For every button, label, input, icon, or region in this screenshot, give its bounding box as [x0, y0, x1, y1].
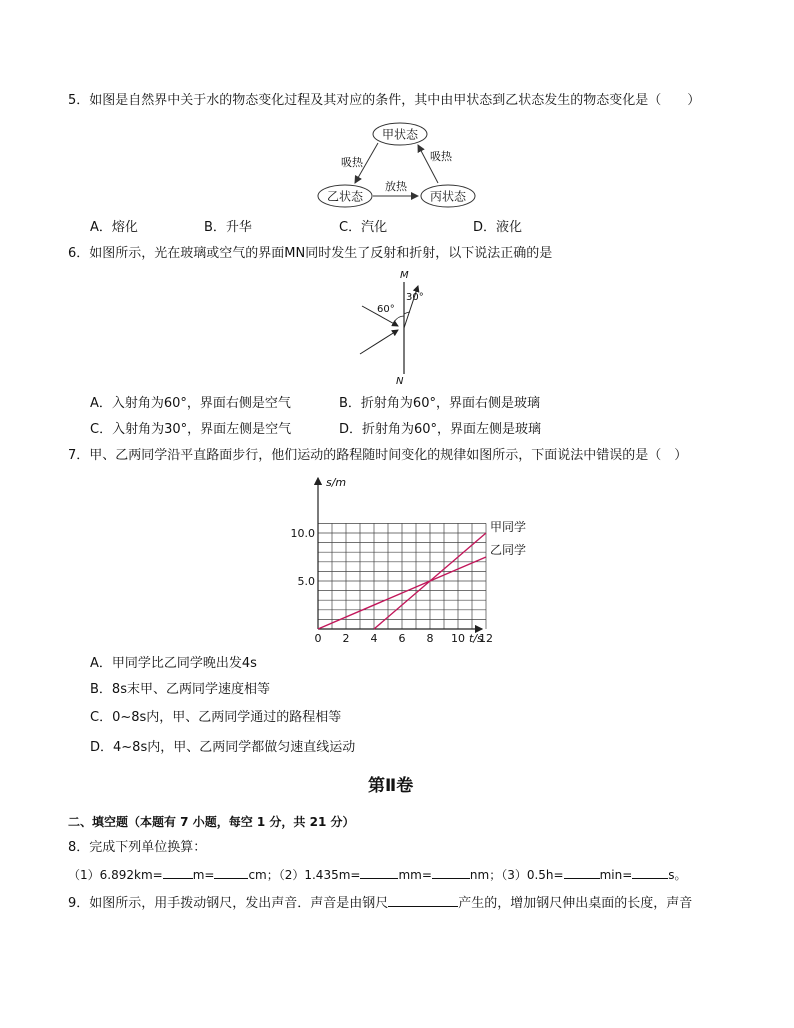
q8-title: 8．完成下列单位换算：	[68, 840, 207, 855]
x-tick-label: 10	[451, 632, 465, 645]
label-absorb-right: 吸热	[430, 150, 452, 163]
q6-option-d: D．折射角为60°，界面左侧是玻璃	[339, 422, 542, 437]
q8-blank-6[interactable]	[632, 866, 668, 879]
y-tick-label: 10.0	[290, 527, 315, 540]
q8-blank-4[interactable]	[432, 866, 470, 879]
q9-blank-1[interactable]	[388, 894, 458, 907]
x-tick-label: 8	[426, 632, 434, 645]
y-axis-label: s/m	[326, 476, 347, 489]
q6-question: 6．如图所示，光在玻璃或空气的界面MN同时发生了反射和折射，以下说法正确的是	[68, 246, 553, 261]
q8-part2-unit-mm: mm=	[398, 868, 432, 882]
x-tick-label: 0	[314, 632, 322, 645]
q8-part3-unit-s: s。	[668, 868, 687, 882]
q5-question: 5．如图是自然界中关于水的物态变化过程及其对应的条件，其中由甲状态到乙状态发生的物态变化是（ ）	[68, 93, 701, 108]
q6-option-a: A．入射角为60°，界面右侧是空气	[90, 396, 291, 411]
label-60: 60°	[377, 304, 395, 315]
distance-time-chart	[286, 472, 527, 650]
q7-option-c: C．0~8s内，甲、乙两同学通过的路程相等	[90, 710, 342, 725]
state-jia-label: 甲状态	[381, 127, 419, 142]
label-30: 30°	[406, 292, 424, 303]
q8-part1-unit-m: m=	[192, 868, 215, 882]
legend-label-jia: 甲同学	[490, 520, 527, 534]
q5-option-c: C．汽化	[339, 220, 388, 235]
q6-option-c: C．入射角为30°，界面左侧是空气	[90, 422, 292, 437]
volume-title: 第Ⅱ卷	[368, 776, 414, 796]
q7-option-d: D．4~8s内，甲、乙两同学都做匀速直线运动	[90, 740, 356, 755]
q6-option-b: B．折射角为60°，界面右侧是玻璃	[339, 396, 540, 411]
label-absorb-left: 吸热	[341, 156, 363, 169]
x-tick-label: 4	[370, 632, 378, 645]
refraction-diagram	[350, 266, 440, 390]
q5-option-b: B．升华	[204, 220, 252, 235]
y-tick-label: 5.0	[297, 575, 315, 588]
state-change-diagram	[310, 118, 490, 210]
q8-part3-label: nm；（3）0.5h=	[469, 868, 564, 882]
q8-blank-5[interactable]	[564, 866, 600, 879]
q9-line	[68, 894, 692, 912]
q5-option-a: A．熔化	[90, 220, 138, 235]
x-tick-label: 6	[398, 632, 406, 645]
q8-part3-unit-min: min=	[599, 868, 633, 882]
section-heading: 二、填空题（本题有 7 小题，每空 1 分，共 21 分）	[68, 815, 355, 829]
q7-option-a: A．甲同学比乙同学晚出发4s	[90, 656, 257, 671]
label-release-bottom: 放热	[385, 180, 407, 193]
q8-part1-label: （1）6.892km=	[68, 868, 163, 882]
q9-text-b: 产生的，增加钢尺伸出桌面的长度，声音	[458, 896, 693, 911]
ray-lower-left	[360, 330, 398, 354]
x-tick-label: 12	[479, 632, 493, 645]
q8-blank-2[interactable]	[214, 866, 248, 879]
q7-option-b: B．8s末甲、乙两同学速度相等	[90, 682, 270, 697]
q8-part2-label: cm；（2）1.435m=	[248, 868, 361, 882]
q8-line	[68, 866, 687, 883]
q8-blank-3[interactable]	[360, 866, 398, 879]
x-tick-label: 2	[342, 632, 350, 645]
q8-blank-1[interactable]	[163, 866, 193, 879]
label-m: M	[400, 270, 409, 281]
legend-label-yi: 乙同学	[490, 543, 527, 557]
label-n: N	[396, 376, 404, 387]
x-axis-label: t/s	[469, 632, 483, 645]
state-bing-label: 丙状态	[429, 189, 467, 204]
q9-text-a: 9．如图所示，用手拨动钢尺，发出声音．声音是由钢尺	[68, 896, 389, 911]
angle-arc-60	[394, 316, 404, 322]
state-yi-label: 乙状态	[326, 189, 364, 204]
q5-option-d: D．液化	[473, 220, 523, 235]
q7-question: 7．甲、乙两同学沿平直路面步行，他们运动的路程随时间变化的规律如图所示，下面说法中错误的是（ ）	[68, 448, 688, 463]
